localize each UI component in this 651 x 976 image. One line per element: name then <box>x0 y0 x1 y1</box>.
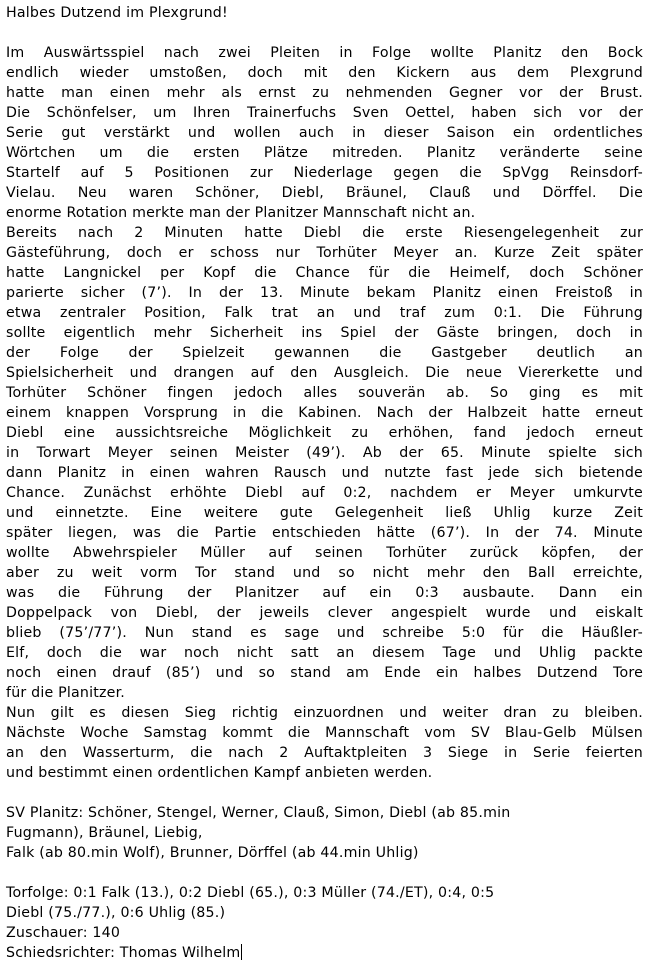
text-line: etwa zentraler Position, Falk trat an und traf zum 0:1. Die Führung <box>6 305 643 321</box>
text-line: Bereits nach 2 Minuten hatte Diebl die erste Riesengelegenheit zur <box>6 225 643 241</box>
lineup-line: Falk (ab 80.min Wolf), Brunner, Dörffel (ab 44.min Uhlig) <box>6 845 419 861</box>
text-line: Startelf auf 5 Positionen zur Niederlage gegen die SpVgg Reinsdorf- <box>6 165 643 181</box>
spacer <box>6 863 643 883</box>
text-line: sollte eigentlich mehr Sicherheit ins Spiel der Gäste bringen, doch in <box>6 325 643 341</box>
text-line: Im Auswärtsspiel nach zwei Pleiten in Folge wollte Planitz den Bock <box>6 45 643 61</box>
text-line: wollte Abwehrspieler Müller auf seinen Torhüter zurück köpfen, der <box>6 545 643 561</box>
lineup-line: Fugmann), Bräunel, Liebig, <box>6 825 203 841</box>
text-line: Serie gut verstärkt und wollen auch in dieser Saison ein ordentliches <box>6 125 643 141</box>
text-line: Wörtchen um die ersten Plätze mitreden. Planitz veränderte seine <box>6 145 643 161</box>
text-line: einem knappen Vorsprung in die Kabinen. Nach der Halbzeit hatte erneut <box>6 405 643 421</box>
text-line: an den Wasserturm, die nach 2 Auftaktpleiten 3 Siege in Serie feierten <box>6 745 643 761</box>
referee-line <box>6 943 643 963</box>
spectators: Zuschauer: 140 <box>6 925 121 941</box>
goal-sequence <box>6 883 643 923</box>
text-line: Nun gilt es diesen Sieg richtig einzuordnen und weiter dran zu bleiben. <box>6 705 643 721</box>
text-line: später liegen, was die Partie entschieden hätte (67’). In der 74. Minute <box>6 525 643 541</box>
paragraph-intro <box>6 43 643 223</box>
text-line: Diebl eine aussichtsreiche Möglichkeit zu erhöhen, fand jedoch erneut <box>6 425 643 441</box>
text-line: Die Schönfelser, um Ihren Trainerfuchs Sven Oettel, haben sich vor der <box>6 105 643 121</box>
team-lineup <box>6 803 643 863</box>
article-title: Halbes Dutzend im Plexgrund! <box>6 5 228 21</box>
text-line: Spielsicherheit und drangen auf den Ausgleich. Die neue Viererkette und <box>6 365 643 381</box>
goals-line: Diebl (75./77.), 0:6 Uhlig (85.) <box>6 905 226 921</box>
paragraph-match-report <box>6 223 643 703</box>
text-line: Torhüter Schöner fingen jedoch alles souverän ab. So ging es mit <box>6 385 643 401</box>
spacer <box>6 783 643 803</box>
text-line: Elf, doch die war noch nicht satt an diesem Tage und Uhlig packte <box>6 645 643 661</box>
text-line: endlich wieder umstoßen, doch mit den Kickern aus dem Plexgrund <box>6 65 643 81</box>
text-line: hatte Langnickel per Kopf die Chance für die Heimelf, doch Schöner <box>6 265 643 281</box>
text-line: aber zu weit vorm Tor stand und so nicht mehr den Ball erreichte, <box>6 565 643 581</box>
text-line: enorme Rotation merkte man der Planitzer Mannschaft nicht an. <box>6 205 476 221</box>
text-line: parierte sicher (7’). In der 13. Minute bekam Planitz einen Freistoß in <box>6 285 643 301</box>
text-line: Vielau. Neu waren Schöner, Diebl, Bräunel, Clauß und Dörffel. Die <box>6 185 643 201</box>
text-line: dann Planitz in einen wahren Rausch und nutzte fast jede sich bietende <box>6 465 643 481</box>
text-line: Chance. Zunächst erhöhte Diebl auf 0:2, nachdem er Meyer umkurvte <box>6 485 643 501</box>
paragraph-outlook <box>6 703 643 783</box>
text-line: und bestimmt einen ordentlichen Kampf anbieten werden. <box>6 765 433 781</box>
goals-line: Torfolge: 0:1 Falk (13.), 0:2 Diebl (65.), 0:3 Müller (74./ET), 0:4, 0:5 <box>6 885 495 901</box>
text-line: in Torwart Meyer seinen Meister (49’). Ab der 65. Minute spielte sich <box>6 445 643 461</box>
text-line: noch einen drauf (85’) und so stand am Ende ein halbes Dutzend Tore <box>6 665 643 681</box>
text-line: hatte man einen mehr als ernst zu nehmenden Gegner vor der Brust. <box>6 85 643 101</box>
text-line: Nächste Woche Samstag kommt die Mannschaft vom SV Blau-Gelb Mülsen <box>6 725 643 741</box>
text-line: was die Führung der Planitzer auf ein 0:3 ausbaute. Dann ein <box>6 585 643 601</box>
spacer <box>6 23 643 43</box>
text-line: für die Planitzer. <box>6 685 126 701</box>
text-line: blieb (75’/77’). Nun stand es sage und schreibe 5:0 für die Häußler- <box>6 625 643 641</box>
text-line: der Folge der Spielzeit gewannen die Gastgeber deutlich an <box>6 345 643 361</box>
lineup-line: SV Planitz: Schöner, Stengel, Werner, Clauß, Simon, Diebl (ab 85.min <box>6 805 511 821</box>
referee: Schiedsrichter: Thomas Wilhelm <box>6 945 241 961</box>
text-cursor <box>241 944 242 960</box>
text-line: Gästeführung, doch er schoss nur Torhüter Meyer an. Kurze Zeit später <box>6 245 643 261</box>
text-line: und einnetzte. Eine weitere gute Gelegenheit ließ Uhlig kurze Zeit <box>6 505 643 521</box>
text-line: Doppelpack von Diebl, der jeweils clever angespielt wurde und eiskalt <box>6 605 643 621</box>
